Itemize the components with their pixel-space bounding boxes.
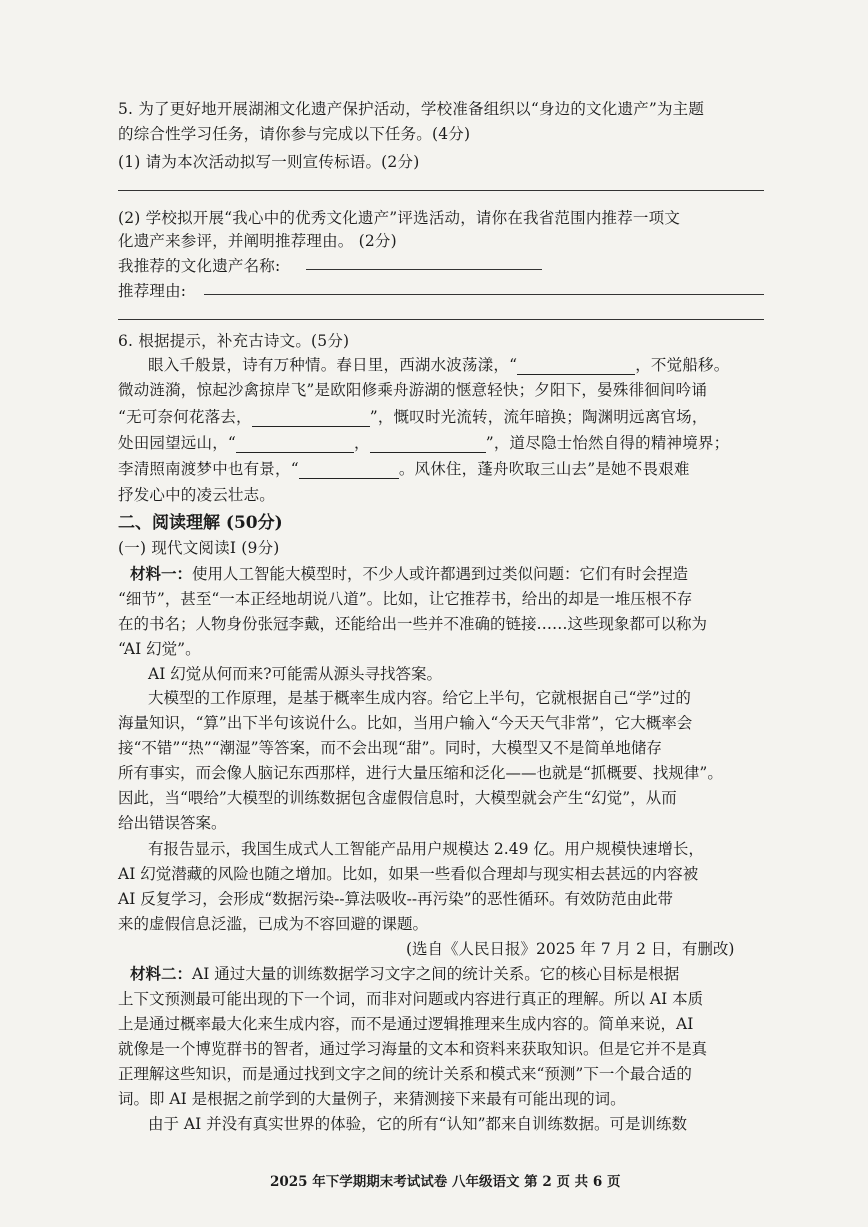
q5-sub2-line2: 化遗产来参评，并阐明推荐理由。 (2分) — [118, 232, 397, 250]
q6-title: 6. 根据提示，补充古诗文。(5分) — [118, 332, 350, 350]
q5-sub2-line1: (2) 学校拟开展“我心中的优秀文化遗产”评选活动，请你在我省范围内推荐一项文 — [118, 209, 681, 227]
q5-reason-label: 推荐理由: — [118, 282, 187, 300]
m1-para1-line2: “细节”，甚至“一本正经地胡说八道”。比如，让它推荐书，给出的却是一堆压根不存 — [118, 590, 693, 608]
section-title: 二、阅读理解 (50分) — [118, 513, 283, 533]
q6-line3 — [118, 405, 708, 427]
name-answer-line — [306, 269, 542, 270]
m1-para3-line2: 海量知识，“算”出下半句该说什么。比如，当用户输入“今天天气非常”，它大概率会 — [118, 714, 693, 732]
reason-answer-line-2 — [118, 319, 764, 320]
q6-line4-c: ”，道尽隐士怡然自得的精神境界； — [485, 434, 730, 452]
q5-line1: 5. 为了更好地开展湖湘文化遗产保护活动，学校准备组织以“身边的文化遗产”为主题 — [118, 100, 705, 118]
m1-para4-line1: 有报告显示，我国生成式人工智能产品用户规模达 2.49 亿。用户规模快速增长， — [148, 840, 704, 858]
m1-label: 材料一： — [130, 564, 193, 583]
m1-source: (选自《人民日报》2025 年 7 月 2 日，有删改) — [406, 940, 735, 958]
q6-line6: 抒发心中的凌云壮志。 — [118, 486, 276, 504]
m2-label: 材料二： — [130, 964, 193, 983]
m2-para2: 由于 AI 并没有真实世界的体验，它的所有“认知”都来自训练数据。可是训练数 — [148, 1115, 688, 1133]
m2-para1-line5: 正理解这些知识，而是通过找到文字之间的统计关系和模式来“预测”下一个最合适的 — [118, 1065, 692, 1083]
m1-para4-line2: AI 幻觉潜藏的风险也随之增加。比如，如果一些看似合理却与现实相去甚远的内容被 — [118, 865, 699, 883]
m2-para1-line2: 上下文预测最可能出现的下一个词，而非对问题或内容进行真正的理解。所以 AI 本质 — [118, 990, 704, 1008]
q5-line2: 的综合性学习任务，请你参与完成以下任务。(4分) — [118, 125, 471, 143]
fill-blank-5 — [299, 462, 399, 479]
q6-line1 — [148, 353, 729, 375]
q6-line5 — [118, 457, 690, 479]
m2-p1l1-text: AI 通过大量的训练数据学习文字之间的统计关系。它的核心目标是根据 — [192, 965, 680, 983]
q6-line2: 微动涟漪，惊起沙禽掠岸飞”是欧阳修乘舟游湖的惬意轻快；夕阳下，晏殊徘徊间吟诵 — [118, 381, 708, 399]
q6-line3-a: “无可奈何花落去， — [118, 408, 252, 426]
m1-para3-line1: 大模型的工作原理，是基于概率生成内容。给它上半句，它就根据自己“学”过的 — [148, 689, 691, 707]
q5-sub1: (1) 请为本次活动拟写一则宣传标语。(2分) — [118, 153, 420, 171]
m1-para1-line3: 在的书名；人物身份张冠李戴，还能给出一些并不准确的链接……这些现象都可以称为 — [118, 615, 708, 633]
m1-para3-line5: 因此，当“喂给”大模型的训练数据包含虚假信息时，大模型就会产生“幻觉”，从而 — [118, 789, 677, 807]
q6-line4-a: 处田园望远山，“ — [118, 434, 237, 452]
m1-para3-line6: 给出错误答案。 — [118, 814, 227, 832]
q6-line3-b: ”，慨叹时光流转，流年暗换；陶渊明远离官场， — [369, 408, 708, 426]
q6-line5-b: 。风休住，蓬舟吹取三山去”是她不畏艰难 — [398, 460, 690, 478]
q6-line1-a: 眼入千般景，诗有万种情。春日里，西湖水波荡漾，“ — [148, 356, 518, 374]
subsection-title: (一) 现代文阅读Ⅰ (9分) — [118, 539, 280, 557]
m2-para1-line1 — [130, 962, 679, 984]
m1-para4-line4: 来的虚假信息泛滥，已成为不容回避的课题。 — [118, 915, 429, 933]
fill-blank-4 — [370, 436, 486, 453]
m1-p1l1-text: 使用人工智能大模型时，不少人或许都遇到过类似问题：它们有时会捏造 — [192, 565, 689, 583]
m1-para1-line1 — [130, 562, 688, 584]
m1-para3-line4: 所有事实，而会像人脑记东西那样，进行大量压缩和泛化——也就是“抓概要、找规律”。 — [118, 764, 723, 782]
m1-para4-line3: AI 反复学习，会形成“数据污染--算法吸收--再污染”的恶性循环。有效防范由此带 — [118, 890, 674, 908]
fill-blank-3 — [236, 436, 354, 453]
q6-line5-a: 李清照南渡梦中也有景，“ — [118, 460, 299, 478]
fill-blank-1 — [517, 358, 635, 375]
fill-blank-2 — [252, 410, 370, 427]
m1-para1-line4: “AI 幻觉”。 — [118, 640, 201, 658]
reason-answer-line — [204, 294, 764, 295]
m2-para1-line6: 词。即 AI 是根据之前学到的大量例子，来猜测接下来最有可能出现的词。 — [118, 1090, 626, 1108]
m2-para1-line3: 上是通过概率最大化来生成内容，而不是通过逻辑推理来生成内容的。简单来说，AI — [118, 1015, 694, 1033]
page-footer: 2025 年下学期期末考试试卷 八年级语文 第 2 页 共 6 页 — [270, 1174, 621, 1190]
q6-line4-b: ， — [354, 434, 370, 452]
m1-para3-line3: 接“不错”“热”“潮湿”等答案，而不会出现“甜”。同时，大模型又不是简单地储存 — [118, 739, 662, 757]
answer-line — [118, 190, 764, 191]
q6-line4 — [118, 431, 729, 453]
q6-line1-b: ，不觉船移。 — [635, 356, 730, 374]
m2-para1-line4: 就像是一个博览群书的智者，通过学习海量的文本和资料来获取知识。但是它并不是真 — [118, 1040, 708, 1058]
m1-para2: AI 幻觉从何而来?可能需从源头寻找答案。 — [148, 665, 443, 683]
q5-name-label: 我推荐的文化遗产名称: — [118, 257, 281, 275]
